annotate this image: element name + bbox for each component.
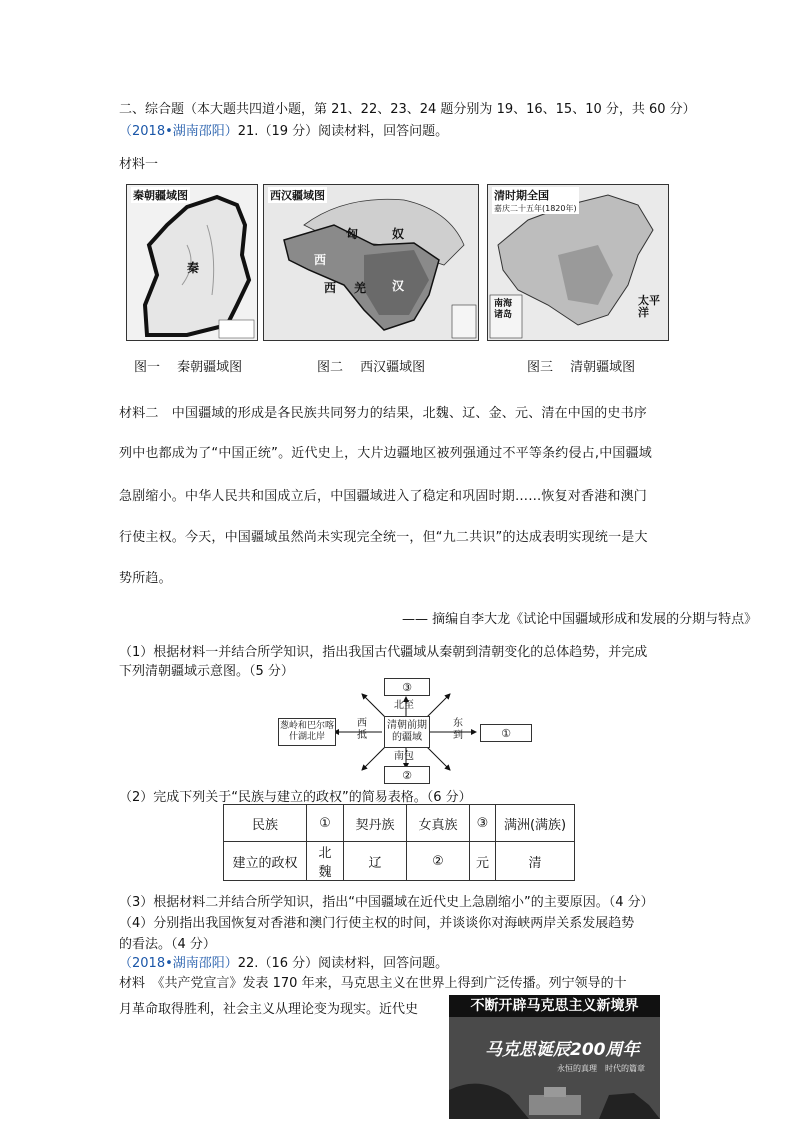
map-caption: 图三 清朝疆域图 [527,360,636,375]
map-label: 汉 [392,279,405,293]
map-label: 西 [324,281,337,295]
poster-slogan: 永恒的真理 时代的篇章 [557,1064,645,1073]
map-title: 西汉疆域图 [270,189,325,202]
table-row [224,805,575,842]
table-cell: 元 [470,842,496,881]
question-source: （2018•湖南邵阳） [119,956,238,971]
map-label: 匈 [346,227,359,241]
diagram-west-box: 葱岭和巴尔喀什湖北岸 [278,718,336,746]
diagram-east-label: 东到 [453,718,463,741]
map-western-han [263,184,479,341]
table-cell: 满洲(满族) [496,805,575,842]
material1-label: 材料一 [119,157,159,172]
material2-line: 列中也都成为了“中国正统”。近代史上，大片边疆地区被列强通过不平等条约侵占,中国疆域 [119,446,653,461]
table-cell: ② [407,842,470,881]
diagram-south-box: ② [384,766,430,784]
table-cell: 女真族 [407,805,470,842]
section-header: 二、综合题（本大题共四道小题，第 21、22、23、24 题分别为 19、16、15、10 分，共 60 分） [119,102,696,117]
diagram-north-label: 北至 [394,700,414,711]
question-22-stem [119,952,448,971]
question-source: （2018•湖南邵阳） [119,124,238,139]
map-title-text: 清时期全国 [494,189,549,202]
table-cell: 建立的政权 [224,842,307,881]
poster-banner: 不断开辟马克思主义新境界 [449,995,660,1017]
diagram-south-label: 南包 [394,751,414,762]
diagram-west-label: 西抵 [357,718,367,741]
table-cell: 契丹族 [344,805,407,842]
map-subtitle: 嘉庆二十五年(1820年) [494,204,577,213]
subquestion-1-line: （1）根据材料一并结合所学知识，指出我国古代疆域从秦朝到清朝变化的总体趋势，并完成 [119,645,648,660]
map-label: 太平洋 [638,294,660,319]
map-title: 秦朝疆域图 [133,189,188,202]
table-cell: 清 [496,842,575,881]
question-text: 22.（16 分）阅读材料，回答问题。 [237,956,449,971]
table-cell: 民族 [224,805,307,842]
ethnic-regime-table [223,804,575,881]
poster-title: 马克思诞辰200周年 [485,1040,640,1060]
material2-line: 急剧缩小。中华人民共和国成立后，中国疆域进入了稳定和巩固时期……恢复对香港和澳门 [119,489,648,504]
question-text: 21.（19 分）阅读材料，回答问题。 [237,124,449,139]
diagram-east-box: ① [480,724,532,742]
subquestion-1-line: 下列清朝疆域示意图。（5 分） [119,664,294,679]
map-caption: 图二 西汉疆域图 [317,360,426,375]
map-label: 奴 [392,227,405,241]
subquestion-4-line: （4）分别指出我国恢复对香港和澳门行使主权的时间，并谈谈你对海峡两岸关系发展趋势 [119,916,635,931]
table-cell: 北魏 [307,842,344,881]
material2-line: 材料二 中国疆域的形成是各民族共同努力的结果，北魏、辽、金、元、清在中国的史书序 [119,406,648,421]
marx-anniversary-poster [449,995,660,1119]
map-label: 羌 [354,281,367,295]
map-qing [487,184,669,341]
table-cell: ③ [470,805,496,842]
table-cell: 辽 [344,842,407,881]
map-caption: 图一 秦朝疆域图 [134,360,243,375]
material2-source: —— 摘编自李大龙《试论中国疆域形成和发展的分期与特点》 [402,612,758,627]
diagram-north-box: ③ [384,678,430,696]
map-label: 南海诸岛 [494,299,513,320]
diagram-center-box: 清朝前期的疆域 [384,716,430,748]
question-21-stem [119,120,448,139]
subquestion-4-line: 的看法。（4 分） [119,937,216,952]
map-western-han-drawing [264,185,478,340]
subquestion-2: （2）完成下列关于“民族与建立的政权”的简易表格。（6 分） [119,790,472,805]
map-label: 秦 [187,261,200,275]
q22-material-line: 材料 《共产党宣言》发表 170 年来，马克思主义在世界上得到广泛传播。列宁领导的十 [119,976,627,991]
map-label: 西 [314,253,327,267]
table-row [224,842,575,881]
subquestion-3: （3）根据材料二并结合所学知识，指出“中国疆域在近代史上急剧缩小”的主要原因。（4 分） [119,895,654,910]
q22-material-line: 月革命取得胜利，社会主义从理论变为现实。近代史 [119,1002,419,1017]
map-qin [126,184,258,341]
material2-line: 行使主权。今天，中国疆域虽然尚未实现完全统一，但“九二共识”的达成表明实现统一是大 [119,530,648,545]
map-title [492,187,579,214]
table-cell: ① [307,805,344,842]
material2-line: 势所趋。 [119,571,172,586]
